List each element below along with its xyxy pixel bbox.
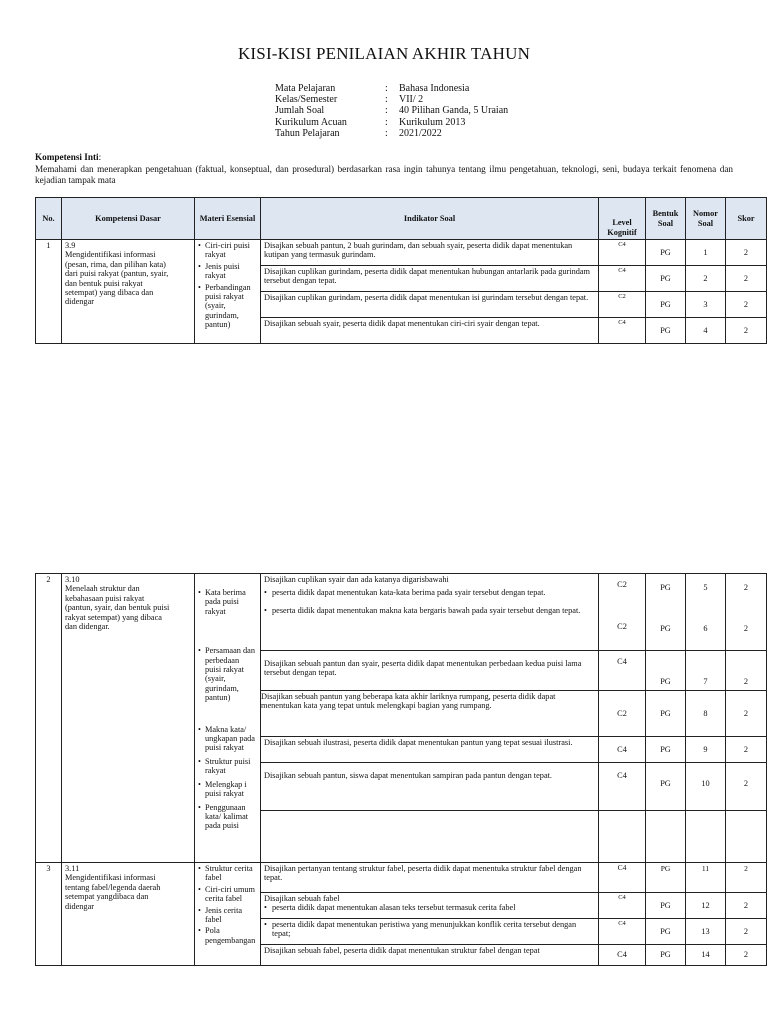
level-kognitif: C4 [599,651,646,691]
skor [726,574,767,651]
materi-esensial [195,863,261,966]
skor: 2 [726,318,767,344]
level-kognitif: C4 [599,763,646,811]
materi-item: • Pola pengembangan [198,926,257,945]
indikator: Disajikan cuplikan gurindam, peserta didik dapat menentukan isi gurindam tersebut dengan tepat. [261,292,599,318]
meta-value: VII/ 2 [399,94,424,106]
meta-row [275,117,508,128]
level-value: C2 [617,622,627,631]
bentuk-soal: PG [646,318,686,344]
table-row [36,863,767,893]
indikator-intro: Disajikan cuplikan syair dan ada katanya digarisbawahi [264,575,449,584]
meta-row [275,105,508,116]
bentuk-soal: PG [646,763,686,811]
indikator [261,574,599,651]
bentuk-soal: PG [646,945,686,966]
skor-value: 2 [743,583,749,592]
header-materi: Materi Esensial [195,198,261,240]
meta-colon: : [385,94,388,106]
header-no: No. [36,198,62,240]
row-no: 2 [36,574,62,863]
meta-label: Jumlah Soal [275,105,325,117]
level-value: C2 [617,580,627,589]
level-kognitif [599,574,646,651]
kisi-table-1 [35,197,767,344]
meta-value: Kurikulum 2013 [399,116,466,128]
nomor-soal: 11 [686,863,726,893]
header-bentuk: Bentuk Soal [646,198,686,240]
bentuk-soal [646,574,686,651]
materi-item: • Perbandingan puisi rakyat (syair, gurindam, pantun) [198,283,257,330]
ki-colon: : [98,152,102,162]
meta-info [275,83,508,139]
level-kognitif: C4 [599,893,646,919]
skor: 2 [726,651,767,691]
bentuk-value: PG [660,624,671,633]
indikator: Disajikan sebuah pantun, siswa dapat menentukan sampiran pada pantun dengan tepat. [261,763,599,811]
level-kognitif: C4 [599,318,646,344]
indikator: Disajikan pertanyan tentang struktur fabel, peserta didik dapat menentuka struktur fabel dengan tepat. [261,863,599,893]
materi-item: • Melengkap i puisi rakyat [198,780,257,799]
bentuk-soal: PG [646,691,686,737]
indikator [261,893,599,919]
indikator-item: • peserta didik dapat menentukan alasan teks tersebut termasuk cerita fabel [264,903,595,912]
kd-number: 3.11 [65,864,80,873]
kd-text: Mengidentifikasi informasi (pesan, rima, dan pilihan kata) dari puisi rakyat (pantun, syair, dan bentuk puisi rakyat setempat) yang dibaca dan didengar [65,250,169,307]
meta-colon: : [385,83,388,94]
nomor-value: 5 [703,583,708,592]
bentuk-empty [646,811,686,863]
meta-colon: : [385,105,388,117]
meta-label: Kelas/Semester [275,94,338,106]
level-kognitif: C4 [599,863,646,893]
bentuk-soal: PG [646,737,686,763]
bentuk-value: PG [660,583,671,592]
materi-item: • Jenis puisi rakyat [198,262,257,281]
kd-number: 3.10 [65,575,80,584]
nomor-soal: 14 [686,945,726,966]
row-no: 3 [36,863,62,966]
header-skor: Skor [726,198,767,240]
materi-item: • Makna kata/ ungkapan pada puisi rakyat [198,725,257,753]
indikator-empty [261,811,599,863]
meta-value: 2021/2022 [399,127,442,139]
materi-item: • Persamaan dan perbedaan puisi rakyat (syair, gurindam, pantun) [198,646,257,702]
meta-row [275,94,508,105]
nomor-soal: 7 [686,651,726,691]
ki-text: Memahami dan menerapkan pengetahuan (faktual, konseptual, dan prosedural) berdasarkan rasa ingin tahunya tentang ilmu pengetahuan, teknologi, seni, budaya terkait fenomena dan kejadian tampak mata [35,163,733,185]
bentuk-soal: PG [646,292,686,318]
kd-text: Mengidentifikasi informasi tentang fabel/legenda daerah setempat yangdibaca dan didengar [65,873,161,911]
bentuk-soal: PG [646,893,686,919]
level-kognitif: C4 [599,919,646,945]
indikator: Disajikan sebuah syair, peserta didik dapat menentukan ciri-ciri syair dengan tepat. [261,318,599,344]
nomor-soal: 1 [686,240,726,266]
table-row [36,574,767,651]
bentuk-soal: PG [646,919,686,945]
meta-row [275,128,508,139]
indikator: Disajikan sebuah pantun yang beberapa kata akhir lariknya rumpang, peserta didik dapat menentukan kata yang tepat untuk melengkapi bagian yang rumpang. [261,691,599,737]
kd-number: 3.9 [65,241,76,250]
nomor-empty [686,811,726,863]
meta-label: Tahun Pelajaran [275,127,340,139]
indikator-item: • peserta didik dapat menentukan peristiwa yang menunjukkan konflik cerita tersebut dengan tepat; [264,920,595,939]
meta-value: Bahasa Indonesia [399,83,470,94]
header-indikator: Indikator Soal [261,198,599,240]
nomor-soal: 13 [686,919,726,945]
nomor-soal [686,574,726,651]
document-title: KISI-KISI PENILAIAN AKHIR TAHUN [237,44,531,63]
indikator: Disajikan sebuah pantun dan syair, peserta didik dapat menentukan perbedaan kedua puisi lama tersebut dengan tepat. [261,651,599,691]
level-kognitif: C2 [599,691,646,737]
nomor-soal: 2 [686,266,726,292]
nomor-value: 6 [703,624,708,633]
nomor-soal: 8 [686,691,726,737]
meta-colon: : [385,127,388,139]
skor: 2 [726,945,767,966]
level-kognitif: C4 [599,240,646,266]
meta-colon: : [385,116,388,128]
skor-value: 2 [743,624,749,633]
indikator-item: • peserta didik dapat menentukan kata-kata berima pada syair tersebut dengan tepat. [264,588,595,597]
kisi-table-2 [35,573,767,966]
meta-value: 40 Pilihan Ganda, 5 Uraian [399,105,509,117]
meta-label: Kurikulum Acuan [275,116,347,128]
header-nomor: Nomor Soal [686,198,726,240]
materi-item: • Jenis cerita fabel [198,906,257,925]
header-kd: Kompetensi Dasar [62,198,195,240]
level-kognitif: C2 [599,292,646,318]
materi-item: • Struktur puisi rakyat [198,757,257,776]
kompetensi-dasar [62,574,195,863]
row-no: 1 [36,240,62,344]
indikator-item: • peserta didik dapat menentukan makna kata bergaris bawah pada syair tersebut dengan tepat. [264,606,595,615]
level-kognitif: C4 [599,945,646,966]
skor: 2 [726,919,767,945]
table-row [36,240,767,266]
bentuk-soal: PG [646,651,686,691]
skor-empty [726,811,767,863]
nomor-soal: 10 [686,763,726,811]
materi-esensial [195,574,261,863]
nomor-soal: 9 [686,737,726,763]
indikator-intro: Disajikan sebuah fabel [264,894,340,903]
level-kognitif: C4 [599,737,646,763]
bentuk-soal: PG [646,266,686,292]
skor: 2 [726,893,767,919]
indikator: Disajkan sebuah pantun, 2 buah gurindam, dan sebuah syair, peserta didik dapat menentukan kutipan yang termasuk gurindam. [261,240,599,266]
kompetensi-inti [35,152,733,187]
skor: 2 [726,737,767,763]
skor: 2 [726,240,767,266]
ki-heading: Kompetensi Inti [35,152,99,162]
nomor-soal: 12 [686,893,726,919]
skor: 2 [726,863,767,893]
indikator [261,919,599,945]
indikator: Disajikan cuplikan gurindam, peserta didik dapat menentukan hubungan antarlarik pada gurindam tersebut dengan tepat. [261,266,599,292]
skor: 2 [726,266,767,292]
skor: 2 [726,691,767,737]
bentuk-soal: PG [646,240,686,266]
nomor-soal: 4 [686,318,726,344]
kompetensi-dasar [62,240,195,344]
nomor-soal: 3 [686,292,726,318]
materi-item: • Kata berima pada puisi rakyat [198,588,257,616]
kd-text: Menelaah struktur dan kebahasaan puisi rakyat (pantun, syair, dan bentuk puisi rakyat setempat) yang dibaca dan didengar. [65,584,170,632]
meta-label: Mata Pelajaran [275,83,336,94]
bentuk-soal: PG [646,863,686,893]
indikator: Disajikan sebuah ilustrasi, peserta didik dapat menentukan pantun yang tepat sesuai ilustrasi. [261,737,599,763]
materi-item: • Ciri-ciri umum cerita fabel [198,885,257,904]
materi-item: • Struktur cerita fabel [198,864,257,883]
header-level: Level Kognitif [599,198,646,240]
skor: 2 [726,763,767,811]
materi-esensial [195,240,261,344]
kompetensi-dasar [62,863,195,966]
indikator: Disajikan sebuah fabel, peserta didik dapat menentukan struktur fabel dengan tepat [261,945,599,966]
level-kognitif: C4 [599,266,646,292]
meta-row [275,83,508,94]
table-header-row [36,198,767,240]
level-empty [599,811,646,863]
materi-item: • Ciri-ciri puisi rakyat [198,241,257,260]
materi-item: • Penggunaan kata/ kalimat pada puisi [198,803,257,831]
skor: 2 [726,292,767,318]
